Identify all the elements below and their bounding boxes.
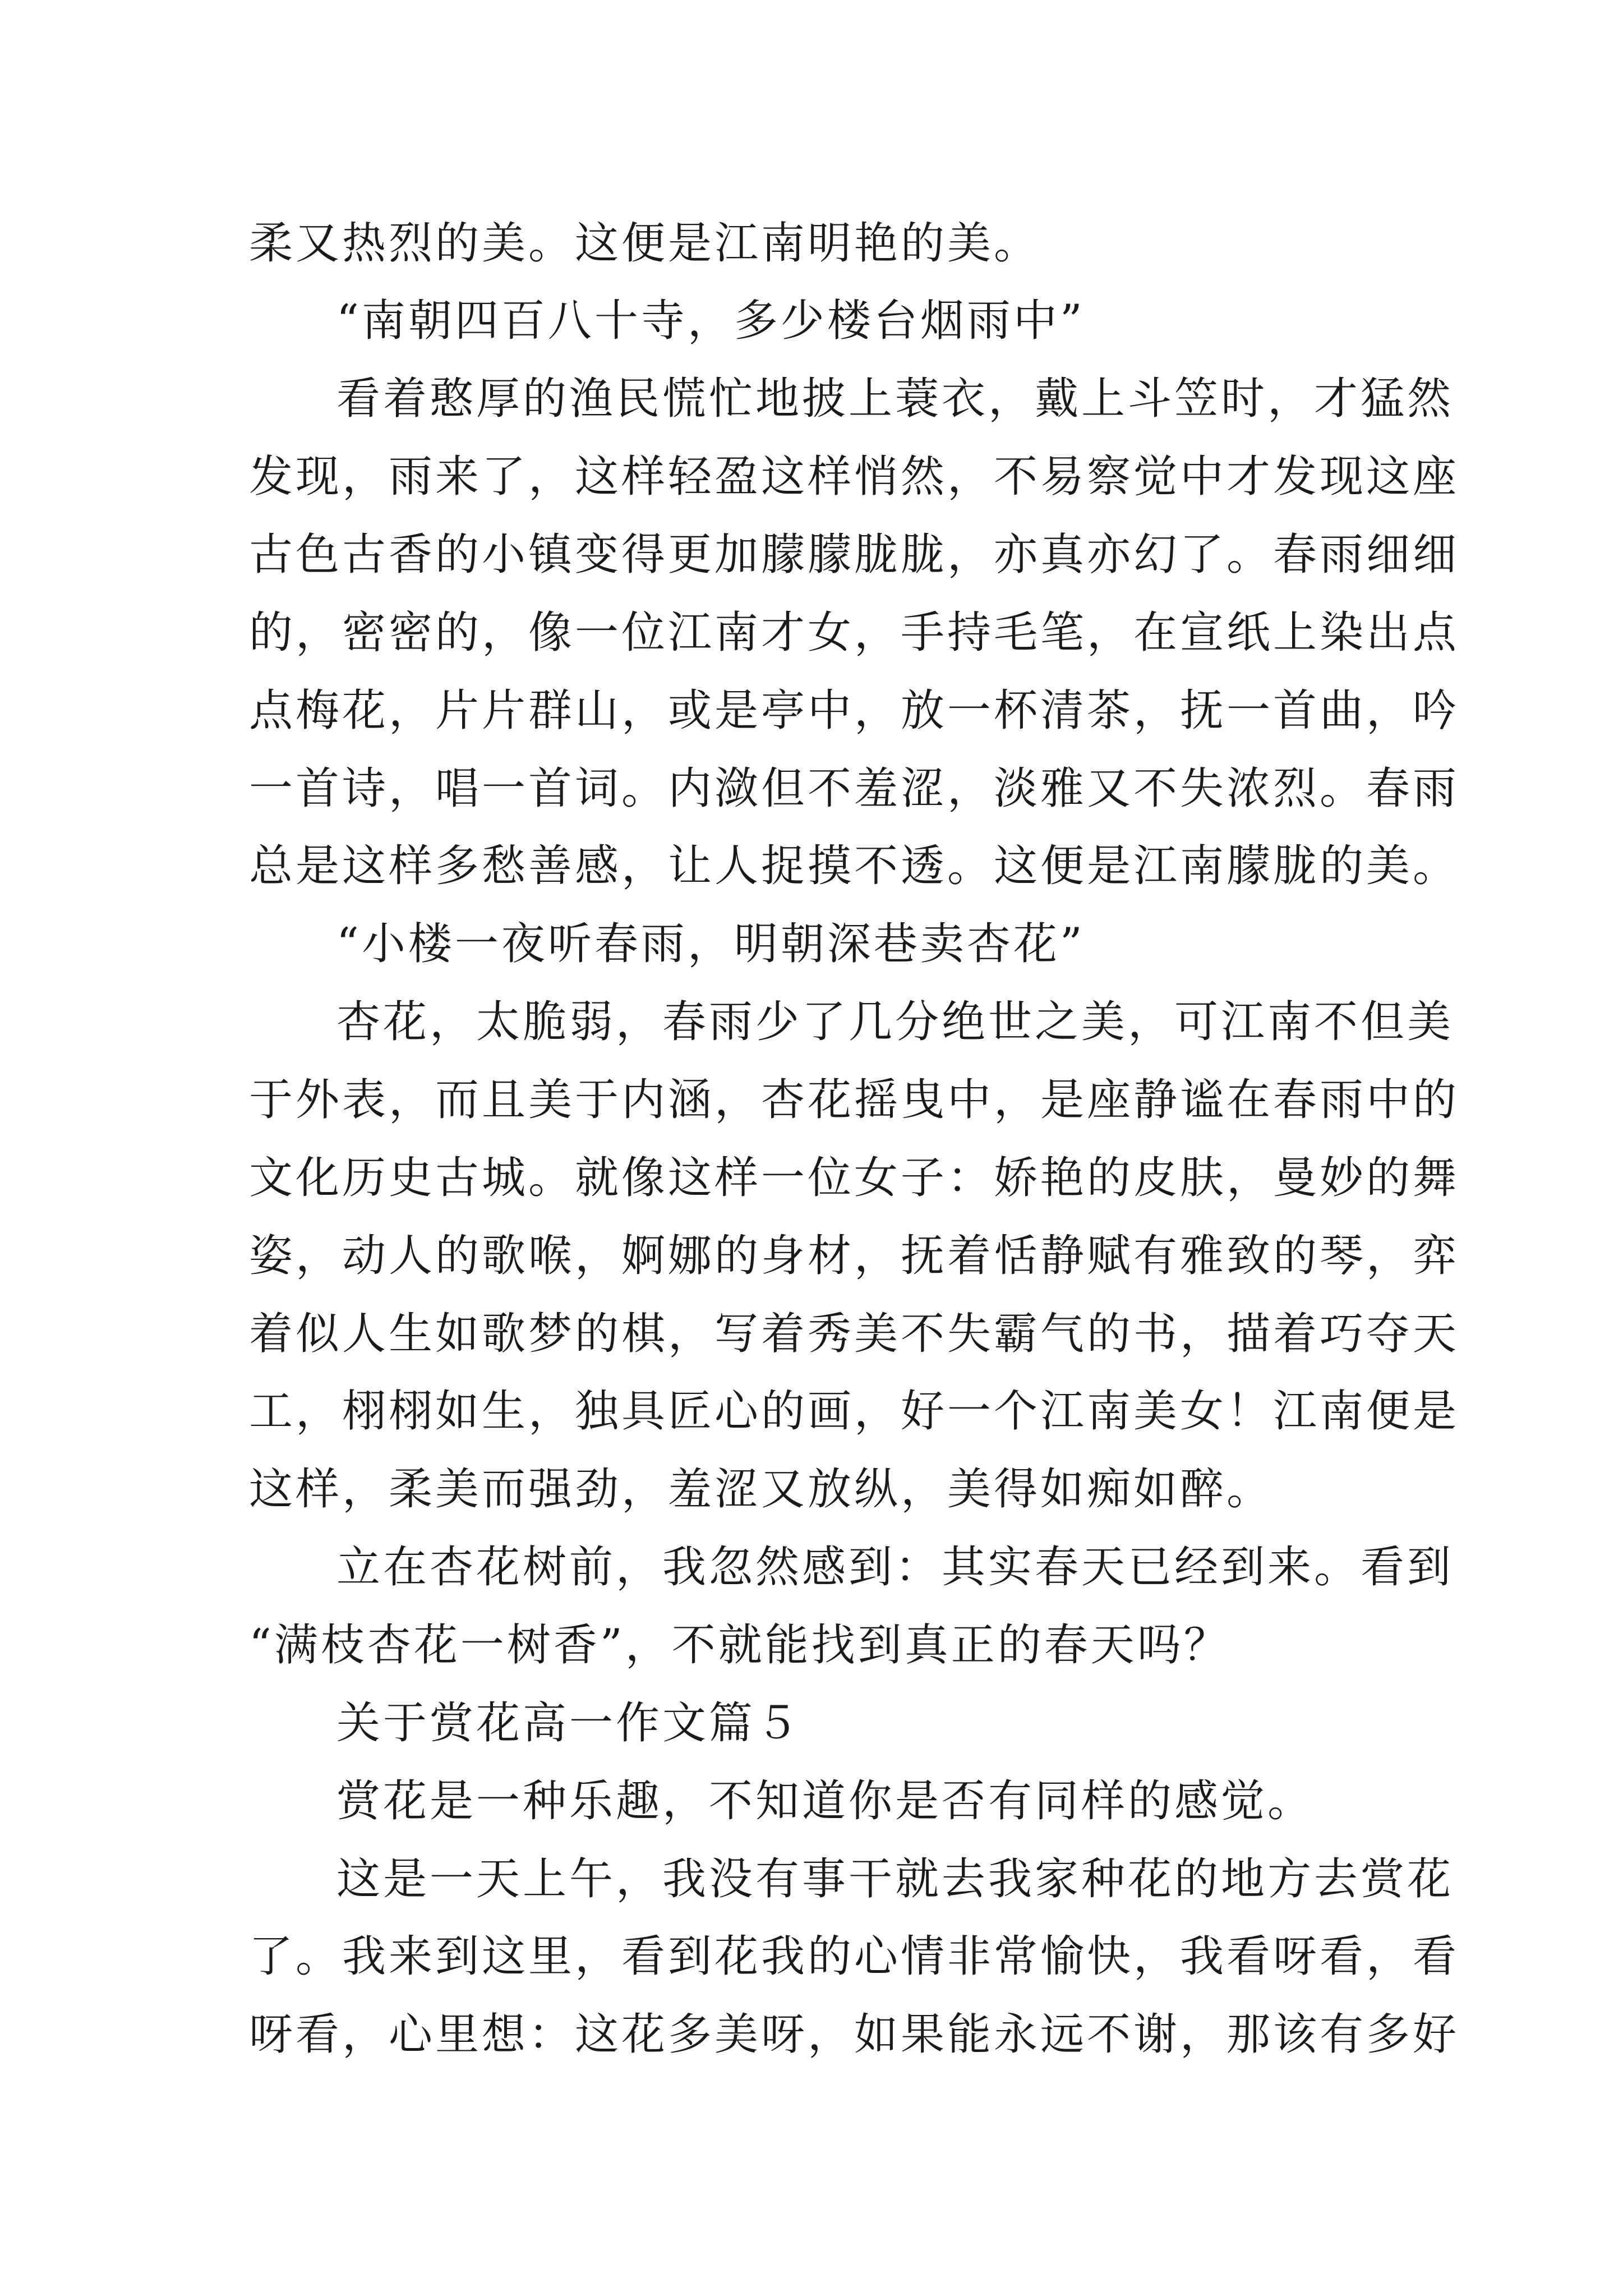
text-line: 呀看，心里想：这花多美呀，如果能永远不谢，那该有多好: [249, 2009, 1460, 2060]
text-line: 的，密密的，像一位江南才女，手持毛笔，在宣纸上染出点: [249, 608, 1460, 658]
text-line: 杏花，太脆弱，春雨少了几分绝世之美，可江南不但美: [336, 997, 1454, 1047]
text-line: “南朝四百八十寺，多少楼台烟雨中”: [336, 296, 1085, 346]
text-line: 这样，柔美而强劲，羞涩又放纵，美得如痴如醉。: [249, 1464, 1274, 1515]
text-line: 总是这样多愁善感，让人捉摸不透。这便是江南朦胧的美。: [249, 841, 1460, 891]
text-line: 点梅花，片片群山，或是亭中，放一杯清茶，抚一首曲，吟: [249, 685, 1460, 736]
text-line: 看着憨厚的渔民慌忙地披上蓑衣，戴上斗笠时，才猛然: [336, 374, 1454, 424]
text-line: 姿，动人的歌喉，婀娜的身材，抚着恬静赋有雅致的琴，弈: [249, 1231, 1460, 1281]
text-line: 着似人生如歌梦的棋，写着秀美不失霸气的书，描着巧夺天: [249, 1309, 1460, 1359]
text-line: 赏花是一种乐趣，不知道你是否有同样的感觉。: [336, 1776, 1315, 1826]
section-heading: 关于赏花高一作文篇５: [336, 1698, 803, 1749]
text-line: 发现，雨来了，这样轻盈这样悄然，不易察觉中才发现这座: [249, 452, 1460, 502]
text-line: 了。我来到这里，看到花我的心情非常愉快，我看呀看，看: [249, 1931, 1460, 1982]
text-line: “满枝杏花一树香”，不就能找到真正的春天吗？: [249, 1620, 1230, 1671]
text-line: 一首诗，唱一首词。内潋但不羞涩，淡雅又不失浓烈。春雨: [249, 763, 1460, 814]
text-line: 文化历史古城。就像这样一位女子：娇艳的皮肤，曼妙的舞: [249, 1153, 1460, 1203]
text-line: 古色古香的小镇变得更加朦朦胧胧，亦真亦幻了。春雨细细: [249, 530, 1460, 580]
text-line: 工，栩栩如生，独具匠心的画，好一个江南美女！江南便是: [249, 1386, 1460, 1437]
text-line: “小楼一夜听春雨，明朝深巷卖杏花”: [336, 919, 1085, 969]
text-line: 这是一天上午，我没有事干就去我家种花的地方去赏花: [336, 1854, 1454, 1904]
text-line: 立在杏花树前，我忽然感到：其实春天已经到来。看到: [336, 1542, 1454, 1593]
text-line: 于外表，而且美于内涵，杏花摇曳中，是座静谧在春雨中的: [249, 1075, 1460, 1125]
text-line: 柔又热烈的美。这便是江南明艳的美。: [249, 218, 1041, 269]
